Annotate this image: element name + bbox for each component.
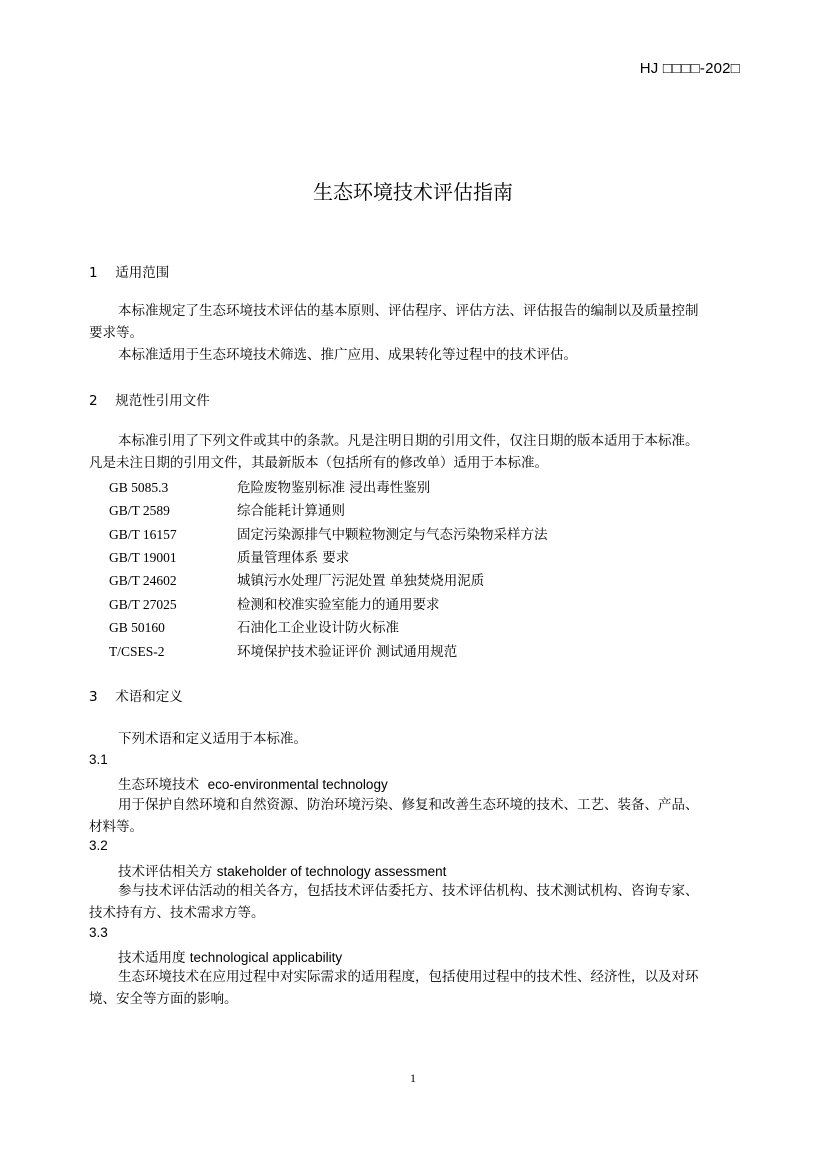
reference-title: 石油化工企业设计防火标准 [237, 620, 399, 636]
page-number: 1 [410, 1071, 416, 1085]
reference-id: GB/T 19001 [109, 550, 177, 565]
term-title [118, 946, 342, 966]
reference-id: GB 5085.3 [109, 480, 169, 495]
reference-title: 固定污染源排气中颗粒物测定与气态污染物采样方法 [237, 527, 548, 543]
term-definition: 技术持有方、技术需求方等。 [89, 905, 265, 921]
term-en: eco-environmental technology [207, 777, 388, 792]
term-zh: 生态环境技术 [118, 777, 199, 793]
paragraph-line: 本标准引用了下列文件或其中的条款。凡是注明日期的引用文件，仅注日期的版本适用于本标准。 [118, 433, 699, 449]
section-number: 1 [89, 265, 98, 281]
section-2-heading [89, 389, 210, 409]
paragraph-line: 本标准规定了生态环境技术评估的基本原则、评估程序、评估方法、评估报告的编制以及质量控制 [118, 303, 699, 319]
reference-id: GB/T 24602 [109, 573, 177, 588]
term-definition: 材料等。 [89, 819, 143, 835]
term-definition: 生态环境技术在应用过程中对实际需求的适用程度，包括使用过程中的技术性、经济性，以及对环 [118, 969, 699, 985]
term-en: technological applicability [189, 950, 343, 965]
term-definition: 境、安全等方面的影响。 [89, 991, 238, 1007]
term-en: stakeholder of technology assessment [216, 864, 447, 879]
term-title [118, 860, 446, 880]
reference-title: 检测和校准实验室能力的通用要求 [237, 597, 440, 613]
section-number: 2 [89, 393, 98, 409]
reference-title: 质量管理体系 要求 [237, 550, 350, 566]
paragraph-line: 要求等。 [89, 325, 143, 341]
reference-title: 综合能耗计算通则 [237, 503, 345, 519]
paragraph-line: 本标准适用于生态环境技术筛选、推广应用、成果转化等过程中的技术评估。 [118, 347, 577, 363]
reference-id: GB 50160 [109, 620, 165, 635]
term-number: 3.3 [89, 925, 108, 940]
section-number: 3 [89, 689, 98, 705]
reference-id: GB/T 16157 [109, 527, 177, 542]
section-title: 适用范围 [115, 265, 170, 281]
reference-id: T/CSES-2 [109, 644, 165, 659]
term-number: 3.1 [89, 752, 108, 767]
paragraph-line: 凡是未注日期的引用文件，其最新版本（包括所有的修改单）适用于本标准。 [89, 455, 548, 471]
reference-id: GB/T 2589 [109, 503, 170, 518]
reference-title: 环境保护技术验证评价 测试通用规范 [237, 644, 458, 660]
section-title: 规范性引用文件 [115, 393, 210, 409]
section-3-heading [89, 685, 183, 705]
reference-id: GB/T 27025 [109, 597, 177, 612]
section-title: 术语和定义 [115, 689, 183, 705]
term-number: 3.2 [89, 838, 108, 853]
term-zh: 技术适用度 [118, 950, 186, 966]
reference-title: 危险废物鉴别标准 浸出毒性鉴别 [237, 480, 431, 496]
term-zh: 技术评估相关方 [118, 864, 213, 880]
term-definition: 参与技术评估活动的相关各方，包括技术评估委托方、技术评估机构、技术测试机构、咨询专家、 [118, 883, 699, 899]
term-definition: 用于保护自然环境和自然资源、防治环境污染、修复和改善生态环境的技术、工艺、装备、产品、 [118, 797, 699, 813]
section-1-heading [89, 261, 169, 281]
standard-code: HJ □□□□-202□ [639, 60, 740, 77]
paragraph-line: 下列术语和定义适用于本标准。 [118, 731, 307, 747]
document-title: 生态环境技术评估指南 [313, 180, 513, 204]
term-title [118, 773, 388, 793]
reference-title: 城镇污水处理厂污泥处置 单独焚烧用泥质 [237, 573, 485, 589]
